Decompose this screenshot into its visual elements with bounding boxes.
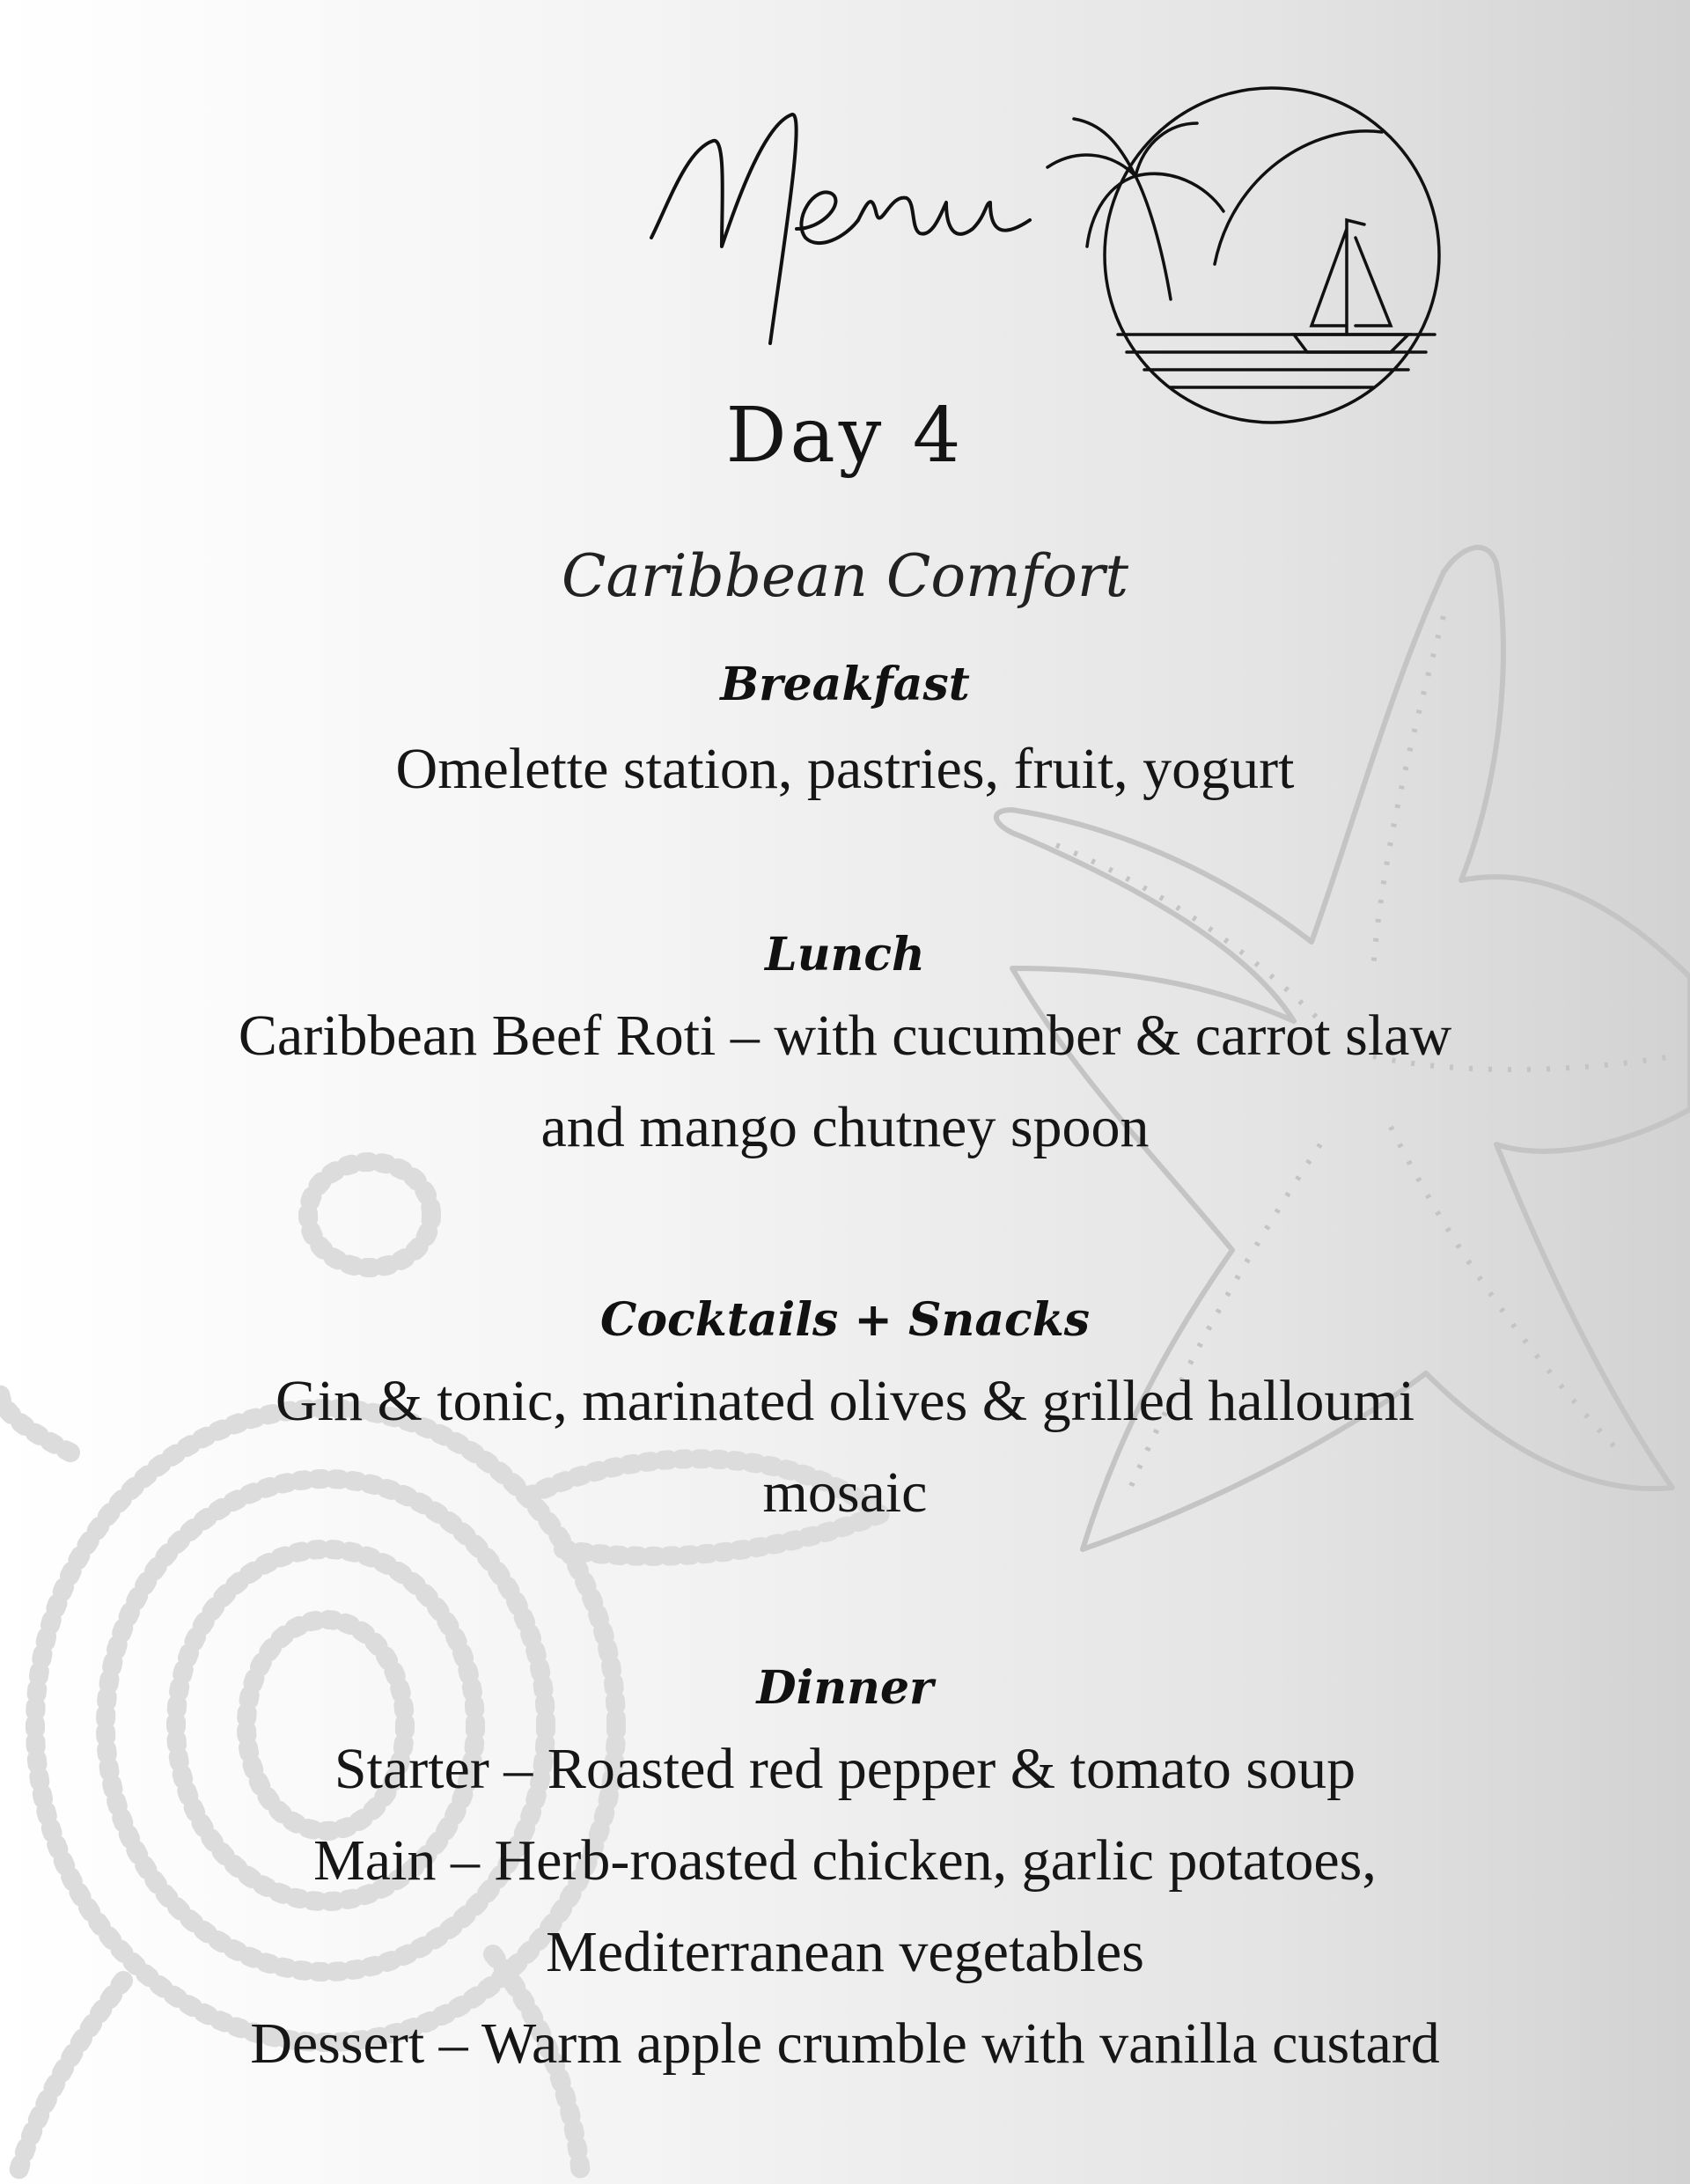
- palm-tree-icon: [1047, 119, 1223, 299]
- menu-script-title: [651, 114, 1030, 343]
- dinner-starter: Starter – Roasted red pepper & tomato soup: [334, 1737, 1356, 1801]
- cocktails-section: [0, 1285, 1690, 1539]
- day-heading: Day 4: [725, 392, 965, 480]
- cocktails-item-line: mosaic: [762, 1460, 928, 1525]
- breakfast-section: [0, 650, 1690, 815]
- dinner-dessert: Dessert – Warm apple crumble with vanilla custard: [250, 2011, 1440, 2076]
- breakfast-heading: Breakfast: [720, 658, 970, 711]
- dinner-heading: Dinner: [756, 1661, 934, 1715]
- lunch-item-line: and mango chutney spoon: [540, 1095, 1150, 1159]
- sailboat-sunset-icon: [1105, 88, 1439, 423]
- dinner-main-cont: Mediterranean vegetables: [546, 1920, 1144, 1984]
- cocktails-heading: Cocktails + Snacks: [599, 1293, 1091, 1347]
- lunch-section: [0, 920, 1690, 1173]
- dinner-main: Main – Herb-roasted chicken, garlic potatoes,: [313, 1828, 1377, 1893]
- lunch-item-line: Caribbean Beef Roti – with cucumber & carrot slaw: [238, 1004, 1452, 1068]
- dinner-section: [0, 1653, 1690, 2090]
- breakfast-item: Omelette station, pastries, fruit, yogurt: [395, 737, 1295, 801]
- lunch-heading: Lunch: [765, 928, 925, 982]
- menu-title-logo: [616, 70, 1496, 440]
- theme-subtitle: Caribbean Comfort: [562, 542, 1128, 610]
- cocktails-item-line: Gin & tonic, marinated olives & grilled halloumi: [275, 1369, 1415, 1433]
